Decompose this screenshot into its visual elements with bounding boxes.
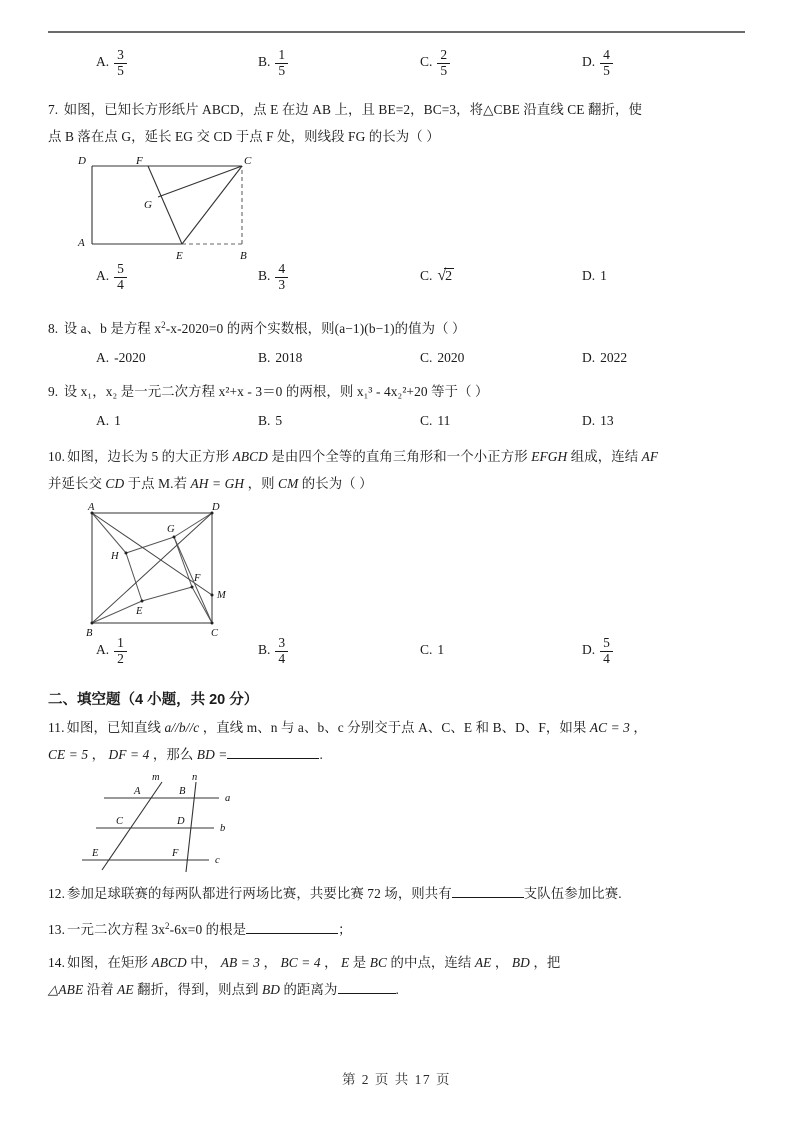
q7-options-row — [48, 261, 748, 310]
question-9-number: 9. — [48, 384, 59, 399]
q6-option-a[interactable] — [96, 47, 127, 82]
q8-option-b[interactable] — [258, 348, 302, 368]
q10-options-row — [48, 635, 748, 684]
q14-i2: AB = 3 — [220, 955, 261, 970]
page-content — [48, 47, 748, 1003]
q7-label-G: G — [144, 199, 152, 211]
q7-option-d-value: 1 — [600, 268, 607, 283]
fraction-denominator: 5 — [114, 63, 127, 79]
question-7-line1: 如图，已知长方形纸片 ABCD，点 E 在边 AB 上，且 BE=2，BC=3，将△CBE 沿直线 CE 翻折，使 — [63, 102, 642, 117]
q9-option-b[interactable] — [258, 411, 282, 431]
q12-answer-blank[interactable] — [452, 897, 524, 898]
q10-t7: 的长为（ ） — [298, 476, 373, 491]
q10-i3: AF — [641, 449, 659, 464]
fraction-numerator: 4 — [278, 261, 286, 276]
q14-i8: △ABE — [48, 982, 84, 997]
q9-option-c-label: C. — [420, 413, 433, 428]
q11-i3: CE = 5 — [48, 747, 89, 762]
q11-answer-blank[interactable] — [227, 758, 319, 759]
q8-option-a[interactable] — [96, 348, 146, 368]
q8-option-b-label: B. — [258, 350, 271, 365]
question-14-number: 14. — [48, 955, 66, 970]
q8-option-c-label: C. — [420, 350, 433, 365]
q11-t2: ，直线 m、n 与 a、b、c 分别交于点 A、C、E 和 B、D、F，如果 — [199, 720, 590, 735]
q13-text-post: ； — [338, 922, 352, 937]
q11-label-D: D — [177, 816, 185, 827]
q10-label-E: E — [136, 606, 143, 617]
q10-option-c[interactable] — [420, 640, 444, 660]
fraction-numerator: 5 — [603, 635, 610, 650]
question-12-number: 12. — [48, 886, 66, 901]
q8-option-c[interactable] — [420, 348, 464, 368]
q11-label-m: m — [152, 772, 160, 783]
q11-label-C: C — [116, 816, 124, 827]
q9-option-a-value: 1 — [114, 413, 121, 428]
page-footer: 第 2 页 共 17 页 — [341, 1072, 452, 1087]
q14-i5: BC — [369, 955, 388, 970]
q14-t1: 如图，在矩形 — [67, 955, 152, 970]
q11-diagram-svg — [74, 770, 294, 878]
q8-option-d-label: D. — [582, 350, 596, 365]
q7-diagram-svg — [70, 154, 290, 264]
q11-i2: AC = 3 — [589, 720, 630, 735]
q7-option-c-label: C. — [420, 268, 433, 283]
question-8-number: 8. — [48, 321, 59, 336]
question-7-number: 7. — [48, 102, 59, 117]
section-2-heading: 二、填空题（4 小题，共 20 分） — [48, 692, 259, 708]
q7-option-d[interactable] — [582, 266, 607, 286]
question-11-figure — [74, 770, 748, 878]
q11-i5: BD = — [196, 747, 228, 762]
question-13 — [48, 913, 748, 943]
q11-label-B: B — [179, 786, 186, 797]
q10-label-B: B — [86, 628, 93, 639]
q8-option-b-value: 2018 — [275, 350, 303, 365]
question-7-figure — [70, 154, 748, 264]
header-rule — [48, 31, 745, 33]
q14-t7: ， — [491, 955, 512, 970]
q9-option-c[interactable] — [420, 411, 450, 431]
q7-label-A: A — [78, 237, 85, 249]
q11-i4: DF = 4 — [108, 747, 150, 762]
q14-t2: 中， — [186, 955, 221, 970]
q14-t9: 沿着 — [83, 982, 118, 997]
q11-label-n: n — [192, 772, 198, 783]
q10-t1: 如图，边长为 5 的大正方形 — [67, 449, 233, 464]
fraction-denominator: 2 — [114, 651, 127, 667]
q11-t6: . — [319, 747, 323, 762]
q10-t4: 并延长交 — [48, 476, 106, 491]
q8-option-d-value: 2022 — [600, 350, 628, 365]
q14-t6: 的中点，连结 — [387, 955, 475, 970]
square-root-icon: √2 — [437, 267, 453, 284]
q8-option-c-value: 2020 — [437, 350, 465, 365]
q10-option-c-value: 1 — [437, 642, 445, 657]
q11-label-line-b: b — [220, 823, 226, 834]
q10-label-M: M — [217, 590, 226, 601]
q14-t4: ， — [320, 955, 342, 970]
q11-t4: ， — [88, 747, 109, 762]
q10-label-F: F — [194, 573, 201, 584]
q10-option-a[interactable] — [96, 635, 127, 670]
q7-option-d-label: D. — [582, 268, 596, 283]
fraction-denominator: 4 — [275, 651, 288, 667]
q11-t1: 如图，已知直线 — [66, 720, 165, 735]
question-7-line2: 点 B 落在点 G，延长 EG 交 CD 于点 F 处，则线段 FG 的长为（ ） — [48, 129, 440, 144]
q10-i1: ABCD — [232, 449, 268, 464]
q10-i2: EFGH — [531, 449, 568, 464]
q7-option-b[interactable] — [258, 261, 288, 296]
q10-option-d-label: D. — [582, 642, 596, 657]
q6-option-b-label: B. — [258, 54, 271, 69]
question-11-number: 11. — [48, 720, 65, 735]
q6-option-d[interactable] — [582, 47, 613, 82]
fraction-denominator: 5 — [275, 63, 288, 79]
fraction-denominator: 4 — [600, 651, 613, 667]
q6-option-a-label: A. — [96, 54, 110, 69]
fraction — [114, 636, 127, 666]
q9-option-b-value: 5 — [275, 413, 283, 428]
q10-label-H: H — [111, 551, 119, 562]
q14-i1: ABCD — [151, 955, 187, 970]
q10-t2: 是由四个全等的直角三角形和一个小正方形 — [267, 449, 532, 464]
q11-label-A: A — [134, 786, 141, 797]
q14-answer-blank[interactable] — [338, 993, 396, 994]
q11-t3: ， — [629, 720, 647, 735]
q11-label-line-a: a — [225, 793, 231, 804]
q14-i4: E — [341, 955, 350, 970]
question-9 — [48, 378, 748, 405]
q14-i9: AE — [117, 982, 134, 997]
q7-label-D: D — [78, 155, 86, 167]
question-11 — [48, 714, 748, 768]
q7-option-b-label: B. — [258, 268, 271, 283]
fraction-denominator: 5 — [600, 63, 613, 79]
fraction-denominator: 4 — [114, 277, 127, 293]
q14-i10: BD — [262, 982, 281, 997]
q9-option-d[interactable] — [582, 411, 614, 431]
q9-option-a[interactable] — [96, 411, 121, 431]
fraction-numerator: 2 — [440, 47, 448, 62]
fraction-numerator: 3 — [278, 635, 286, 650]
question-9-text: 设 x₁，x₂ 是一元二次方程 x²+x - 3＝0 的两根，则 x₁³ - 4x₂²+20 等于（ ） — [63, 384, 489, 399]
q11-label-line-c: c — [215, 855, 220, 866]
q10-option-b-label: B. — [258, 642, 271, 657]
q13-exponent: 2 — [165, 921, 170, 931]
q14-t10: 翻折，得到，则点到 — [133, 982, 263, 997]
q10-option-a-label: A. — [96, 642, 110, 657]
question-14 — [48, 949, 748, 1003]
question-10-number: 10. — [48, 449, 66, 464]
q8-option-a-value: -2020 — [114, 350, 146, 365]
fraction-numerator: 4 — [603, 47, 610, 62]
fraction-numerator: 1 — [278, 47, 286, 62]
fraction-numerator: 1 — [117, 635, 124, 650]
q14-t12: . — [395, 982, 399, 997]
q11-t5: ，那么 — [149, 747, 197, 762]
fraction — [275, 636, 288, 666]
q10-label-D: D — [212, 502, 220, 513]
q10-label-G: G — [167, 524, 175, 535]
q14-i3: BC = 4 — [280, 955, 321, 970]
question-12 — [48, 880, 748, 907]
q9-options-row — [48, 411, 748, 435]
q10-t3: 组成，连结 — [567, 449, 642, 464]
q6-option-d-label: D. — [582, 54, 596, 69]
q7-option-a[interactable] — [96, 261, 127, 296]
question-8 — [48, 312, 748, 342]
fraction — [114, 262, 127, 292]
q11-i1: a//b//c — [164, 720, 200, 735]
q8-options-row — [48, 348, 748, 372]
q7-label-E: E — [176, 250, 183, 262]
q10-diagram-svg — [74, 501, 274, 639]
question-7 — [48, 96, 748, 150]
q14-i7: BD — [511, 955, 530, 970]
q6-options-row — [48, 47, 748, 96]
fraction — [275, 48, 288, 78]
q14-t8: ，把 — [529, 955, 561, 970]
q13-text-mid: -6x=0 的根是 — [169, 922, 247, 937]
fraction — [437, 48, 450, 78]
q10-t6: ，则 — [244, 476, 279, 491]
q11-label-F: F — [172, 848, 179, 859]
q8-option-d[interactable] — [582, 348, 627, 368]
q9-option-b-label: B. — [258, 413, 271, 428]
q12-text-post: 支队伍参加比赛. — [523, 886, 622, 901]
q6-option-c[interactable] — [420, 47, 450, 82]
q9-option-c-value: 11 — [437, 413, 451, 428]
fraction-numerator: 5 — [117, 261, 124, 276]
q8-option-a-label: A. — [96, 350, 110, 365]
q10-t5: 于点 M.若 — [124, 476, 191, 491]
q14-t5: 是 — [349, 955, 370, 970]
q10-option-b[interactable] — [258, 635, 288, 670]
q7-option-c[interactable] — [420, 266, 454, 287]
fraction — [114, 48, 127, 78]
q7-label-F: F — [136, 155, 143, 167]
fraction-numerator: 3 — [117, 47, 124, 62]
q11-label-E: E — [92, 848, 99, 859]
q10-option-d[interactable] — [582, 635, 613, 670]
q9-option-a-label: A. — [96, 413, 110, 428]
q10-label-C: C — [211, 628, 219, 639]
fraction — [600, 636, 613, 666]
q7-option-a-label: A. — [96, 268, 110, 283]
question-13-number: 13. — [48, 922, 66, 937]
q7-label-B: B — [240, 250, 247, 262]
q14-i6: AE — [474, 955, 492, 970]
fraction-denominator: 3 — [275, 277, 288, 293]
question-10 — [48, 443, 748, 497]
q6-option-b[interactable] — [258, 47, 288, 82]
fraction-denominator: 5 — [437, 63, 450, 79]
q14-t11: 的距离为 — [280, 982, 338, 997]
question-8-exponent: 2 — [161, 320, 166, 330]
q10-i4: CD — [105, 476, 125, 491]
q10-i5: AH = GH — [190, 476, 245, 491]
question-10-figure — [74, 501, 748, 639]
fraction — [275, 262, 288, 292]
q10-i6: CM — [278, 476, 299, 491]
radicand: 2 — [445, 269, 453, 284]
q9-option-d-label: D. — [582, 413, 596, 428]
q14-t3: ， — [260, 955, 281, 970]
question-8-text-post: -x-2020=0 的两个实数根，则(a−1)(b−1)的值为（ ） — [165, 321, 466, 336]
q10-label-A: A — [88, 502, 95, 513]
q7-label-C: C — [244, 155, 252, 167]
q13-answer-blank[interactable] — [246, 933, 338, 934]
question-8-text-pre: 设 a、b 是方程 x — [63, 321, 162, 336]
q13-text-pre: 一元二次方程 3x — [67, 922, 166, 937]
q9-option-d-value: 13 — [600, 413, 614, 428]
q10-option-c-label: C. — [420, 642, 433, 657]
q6-option-c-label: C. — [420, 54, 433, 69]
q12-text-pre: 参加足球联赛的每两队都进行两场比赛，共要比赛 72 场，则共有 — [67, 886, 452, 901]
fraction — [600, 48, 613, 78]
